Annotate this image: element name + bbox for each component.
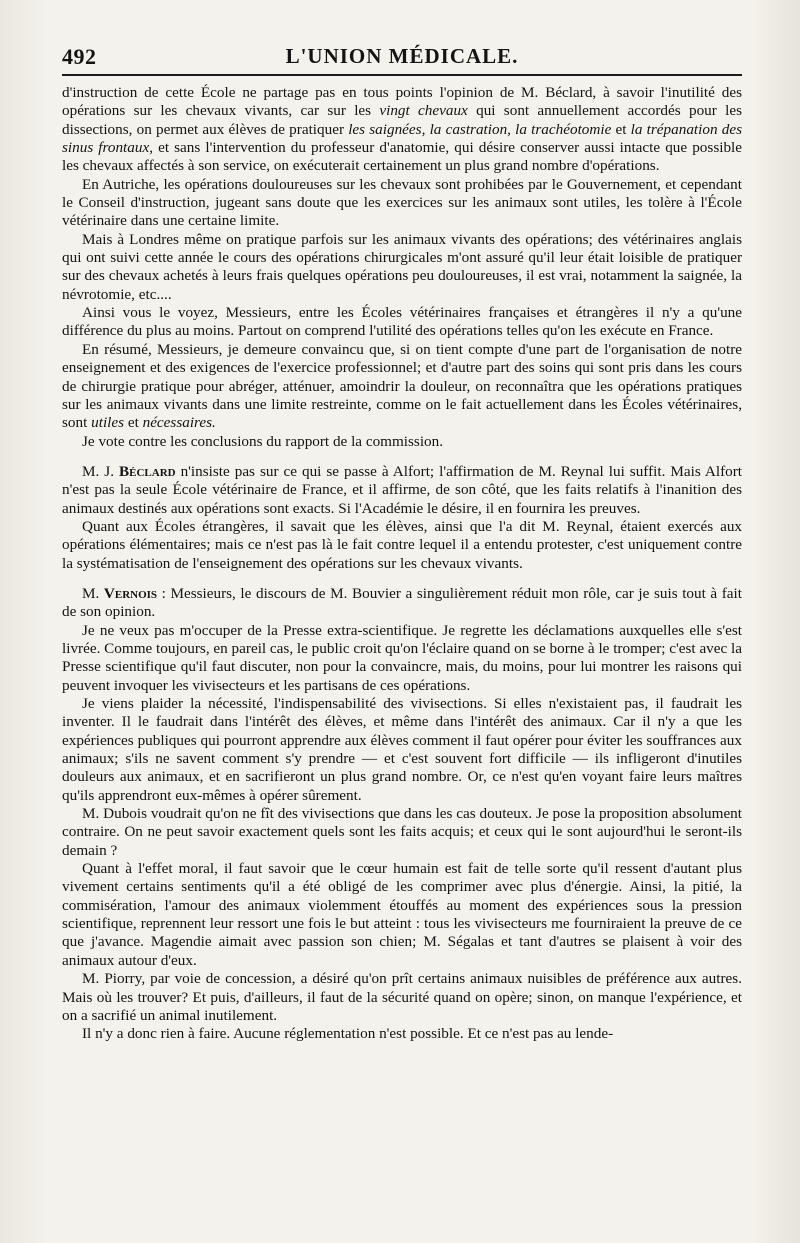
header-rule: [62, 74, 742, 76]
paragraph: Mais à Londres même on pratique parfois sur les animaux vivants des opérations; des vétérinaires anglais qui ont suivi cette année le cours des opérations chirurgicales m'ont assuré qu'il leur était loisible de pratiquer sur des chevaux achetés à leurs frais quelques opérations peu douloureuses, il est vrai, notamment la saignée, la névrotomie, etc....: [62, 230, 742, 303]
paragraph: Je vote contre les conclusions du rapport de la commission.: [82, 432, 444, 450]
paragraph: Il n'y a donc rien à faire. Aucune réglementation n'est possible. Et ce n'est pas au lende-: [82, 1025, 614, 1043]
page-header: [62, 38, 742, 72]
paragraph: En Autriche, les opérations douloureuses sur les chevaux sont prohibées par le Gouvernement, et cependant le Conseil d'instruction, jugeant sans doute que les exercices sur les animaux sont utiles, les tolère à l'École vétérinaire dans une certaine limite.: [62, 175, 742, 230]
paragraph: Quant aux Écoles étrangères, il savait que les élèves, ainsi que l'a dit M. Reynal, étaient exercés aux opérations élémentaires; mais ce n'est pas là le fait contre lequel il a entendu protester, c'est uniquement contre la systématisation de l'enseignement des opérations sur les chevaux vivants.: [62, 517, 742, 572]
paragraph: d'instruction de cette École ne partage pas en tous points l'opinion de M. Béclard, à savoir l'inutilité des opérations sur les chevaux vivants, car sur les vingt chevaux qui sont annuellement accordés pour les dissections, on permet aux élèves de pratiquer les saignées, la castration, la trachéotomie et la trépanation des sinus frontaux, et sans l'intervention du professeur d'anatomie, qui désire conserver aussi intacte que possible les chevaux affectés à son service, on exécuterait certainement un plus grand nombre d'opérations.: [62, 84, 742, 175]
paragraph: En résumé, Messieurs, je demeure convaincu que, si on tient compte d'une part de l'organisation de notre enseignement et des exigences de l'exercice professionnel; et d'autre part des soins qui sont pris dans les cours de chirurgie pratique pour abréger, atténuer, amoindrir la douleur, on reconnaîtra que les opérations pratiques sur les animaux vivants dans une limite restreinte, comme on le fait actuellement dans les Écoles vétérinaires, sont utiles et nécessaires.: [62, 340, 742, 432]
paragraph: Quant à l'effet moral, il faut savoir que le cœur humain est fait de telle sorte qu'il ressent d'autant plus vivement certains sentiments qu'il a été obligé de les comprimer avec plus d'énergie. Ainsi, la pitié, la commisération, l'amour des animaux violemment étouffés au moment des expériences sous la pression scientifique, reprennent leur ressort une fois le but atteint : tous les vivisecteurs me fourniraient la preuve de ce que j'avance. Magendie aimait avec passion son chien; M. Ségalas et tant d'autres se plaisent à voir des animaux autour d'eux.: [62, 860, 742, 969]
paragraph: Je viens plaider la nécessité, l'indispensabilité des vivisections. Si elles n'existaient pas, il faudrait les inventer. Il le faudrait dans l'intérêt des élèves, et même dans l'intérêt des animaux. Car il n'y a que les expériences publiques qui pourront apprendre aux élèves comment il faut opérer pour éviter les souffrances aux animaux; s'ils ne savent comment s'y prendre — et c'est souvent fort difficile — ils infligeront d'inutiles douleurs aux animaux, et en sacrifieront un plus grand nombre. Or, ce n'est qu'en voyant faire leurs maîtres qu'ils apprendront eux-mêmes à opérer sûrement.: [62, 695, 742, 804]
running-title: L'UNION MÉDICALE.: [285, 44, 519, 68]
speaker-name: Vernois: [103, 584, 158, 602]
page-number: 492: [62, 44, 97, 69]
speaker-name: Béclard: [119, 462, 176, 480]
paragraph: M. Piorry, par voie de concession, a désiré qu'on prît certains animaux nuisibles de préférence aux autres. Mais où les trouver? Et puis, d'ailleurs, il faut de la sécurité quand on opère; sinon, on manque l'expérience, et on a sacrifié un animal inutilement.: [62, 970, 742, 1024]
paragraph: M. Dubois voudrait qu'on ne fît des vivisections que dans les cas douteux. Je pose la proposition absolument contraire. On ne peut savoir exactement quels sont les faits acquis; et ceux qui le sont aujourd'hui le seront-ils demain ?: [62, 805, 742, 859]
body-text: [62, 84, 742, 1044]
paragraph-speaker-beclard: M. J. Béclard n'insiste pas sur ce qui se passe à Alfort; l'affirmation de M. Reynal lui suffit. Mais Alfort n'est pas la seule École vétérinaire de France, et il affirme, de son côté, que les faits relatifs à l'inanition des animaux destinés aux opérations sont exacts. Si l'Académie le désire, il en fournira les preuves.: [62, 462, 742, 517]
paragraph-speaker-vernois: M. Vernois : Messieurs, le discours de M. Bouvier a singulièrement réduit mon rôle, car je suis tout à fait de son opinion.: [62, 584, 742, 621]
paragraph: Je ne veux pas m'occuper de la Presse extra-scientifique. Je regrette les déclamations auxquelles elle s'est livrée. Comme toujours, en pareil cas, le public croit qu'on l'éclaire quand on se borne à le tromper; c'est avec la Presse scientifique qu'il faut discuter, non pour la convaincre, mais, du moins, pour lui montrer les raisons qui peuvent invoquer les vivisecteurs et les partisans de ces opérations.: [62, 621, 743, 694]
paragraph: Ainsi vous le voyez, Messieurs, entre les Écoles vétérinaires françaises et étrangères il n'y a qu'une différence du plus au moins. Partout on comprend l'utilité des opérations telles qu'on les exécute en France.: [62, 304, 742, 340]
